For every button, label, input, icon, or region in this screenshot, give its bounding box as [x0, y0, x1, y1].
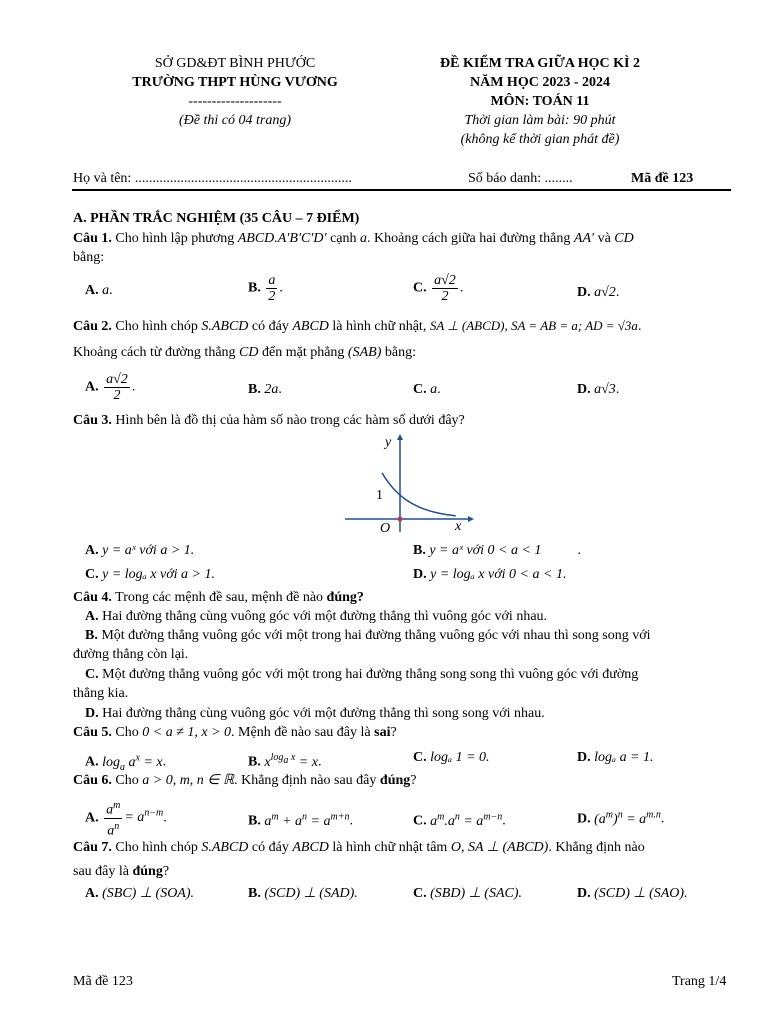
q6-emphasis: đúng: [379, 773, 411, 788]
question-1: [73, 230, 730, 248]
q7-text-e: . Khẳng định nào: [548, 840, 645, 855]
school-name: TRƯỜNG THPT HÙNG VƯƠNG: [132, 75, 338, 90]
q1-label: Câu 1.: [73, 231, 112, 246]
q5-option-b[interactable]: B. $x^{log_a x} = x$.: [248, 752, 322, 770]
q4-b-text: Một đường thẳng vuông góc với một trong hai đường thẳng vuông góc với nhau thì song song với: [97, 628, 651, 643]
exponential-graph: [340, 432, 475, 534]
exam-code: Mã đề 123: [631, 171, 694, 186]
header-divider: --------------------: [188, 94, 282, 109]
q5-d-value: logₐ a = 1.: [594, 750, 654, 765]
q4-option-a[interactable]: [73, 608, 730, 626]
q7-b-label: B.: [248, 886, 261, 901]
q6-c-value: $a^m.a^n = a^{m-n}$: [430, 811, 503, 829]
school-year: NĂM HỌC 2023 - 2024: [470, 75, 610, 90]
q2-math-cd: CD: [239, 345, 259, 360]
q6-option-a[interactable]: A. $\frac{a^m}{a^n}$ = $a^{n-m}$.: [85, 800, 167, 839]
q2-b-value: 2a: [264, 382, 279, 397]
q2-label: Câu 2.: [73, 319, 112, 334]
q7-c-value: (SBD) ⊥ (SAC).: [430, 886, 523, 901]
y-intercept-label: 1: [376, 488, 383, 503]
q7-c-label: C.: [413, 886, 427, 901]
q5-text-c: ?: [390, 725, 397, 740]
q4-text: Trong các mệnh đề sau, mệnh đề nào: [111, 590, 327, 605]
q7-d-value: (SCD) ⊥ (SAO).: [594, 886, 688, 901]
q6-label: Câu 6.: [73, 773, 112, 788]
q5-option-d[interactable]: [577, 749, 654, 767]
q6-text-b: . Khẳng định nào sau đây: [234, 773, 380, 788]
q4-option-b-cont: đường thẳng còn lại.: [73, 647, 189, 662]
q3-d-value: y = logₐ x với 0 < a < 1.: [430, 567, 567, 582]
q1-option-c[interactable]: C. $\frac{a√2}{2}$ .: [413, 273, 464, 304]
q3-option-d[interactable]: [413, 566, 566, 584]
q3-option-a[interactable]: [85, 542, 194, 560]
q5-text-a: Cho: [111, 725, 143, 740]
q6-c-label: C.: [413, 813, 427, 829]
q3-b-value: y = aˣ với 0 < a < 1: [429, 543, 542, 558]
q1-math-cube: ABCD.A′B′C′D′: [237, 231, 327, 246]
q3-d-label: D.: [413, 567, 427, 582]
q6-d-label: D.: [577, 811, 591, 827]
q5-label: Câu 5.: [73, 725, 112, 740]
q3-b-label: B.: [413, 543, 426, 558]
q2-math-s: S.ABCD: [201, 319, 249, 334]
q6-b-label: B.: [248, 813, 261, 829]
q1-b-fraction: $\frac{a}{2}$: [268, 273, 276, 304]
q2-math-abcd: ABCD: [292, 319, 329, 334]
q2-option-b[interactable]: B. 2a.: [248, 382, 282, 397]
q5-a-label: A.: [85, 754, 99, 770]
q2-d-value: a√3: [594, 382, 616, 397]
q7-math-s: S.ABCD: [201, 840, 249, 855]
q2-text-c: là hình chữ nhật,: [328, 319, 430, 334]
q7-a-label: A.: [85, 886, 99, 901]
q1-text-b: cạnh: [326, 231, 361, 246]
q2-option-c[interactable]: C. a.: [413, 382, 441, 397]
q1-d-label: D.: [577, 285, 591, 300]
q7-text-a: Cho hình chóp: [111, 840, 202, 855]
q4-a-text: Hai đường thẳng cùng vuông góc với một đường thẳng thì vuông góc với nhau.: [98, 609, 548, 624]
q4-c-label: C.: [85, 667, 99, 682]
q4-option-c[interactable]: [73, 666, 730, 684]
student-name-field: Họ và tên: ..............................................................: [73, 171, 352, 186]
q5-math-cond: 0 < a ≠ 1, x > 0: [142, 725, 232, 740]
q4-emphasis: đúng?: [326, 590, 364, 605]
origin-label: O: [380, 521, 391, 534]
q3-a-value: y = aˣ với a > 1.: [102, 543, 195, 558]
q2-text-a: Cho hình chóp: [111, 319, 202, 334]
q2-c-label: C.: [413, 382, 427, 397]
q2-c-value: a: [430, 382, 438, 397]
q4-b-label: B.: [85, 628, 98, 643]
q4-a-label: A.: [85, 609, 99, 624]
q2-text-b: có đáy: [248, 319, 293, 334]
q1-line2: bằng:: [73, 250, 105, 265]
header-rule: [72, 189, 731, 191]
footer-page-number: Trang 1/4: [672, 974, 727, 989]
q5-c-label: C.: [413, 750, 427, 765]
q6-option-d[interactable]: D. $(a^m)^n = a^{m.n}$.: [577, 809, 665, 827]
q5-b-label: B.: [248, 754, 261, 770]
question-7: [73, 839, 730, 857]
q2-math-sab: (SAB): [347, 345, 382, 360]
q2-option-d[interactable]: D. a√3.: [577, 382, 620, 397]
q2-line2-a: Khoảng cách từ đường thẳng: [73, 345, 240, 360]
q5-option-c[interactable]: [413, 749, 490, 767]
q4-d-label: D.: [85, 706, 99, 721]
q3-c-value: y = logₐ x với a > 1.: [102, 567, 216, 582]
page-count-note: (Đề thi có 04 trang): [179, 113, 291, 128]
q6-text-c: ?: [410, 773, 417, 788]
q7-text-d: ,: [460, 840, 468, 855]
q7-line2: [73, 863, 730, 881]
q1-text: Cho hình lập phương: [111, 231, 238, 246]
student-id-field: Số báo danh: ........: [468, 171, 573, 186]
q6-a-label: A.: [85, 810, 99, 826]
q7-option-b[interactable]: [248, 885, 358, 903]
section-title: A. PHẦN TRẮC NGHIỆM (35 CÂU – 7 ĐIỂM): [73, 211, 360, 226]
q3-c-label: C.: [85, 567, 99, 582]
q3-label: Câu 3.: [73, 413, 112, 428]
q7-option-d[interactable]: [577, 885, 688, 903]
q5-emphasis: sai: [374, 725, 391, 740]
q1-math-a: a: [360, 231, 368, 246]
question-4: [73, 589, 730, 607]
q4-c-text: Một đường thẳng vuông góc với một trong hai đường thẳng song song thì vuông góc với đường: [98, 667, 639, 682]
q1-text-d: và: [594, 231, 615, 246]
q2-a-label: A.: [85, 379, 99, 395]
question-5: [73, 724, 730, 742]
q7-line2-b: ?: [162, 864, 170, 879]
y-axis-arrow: [397, 434, 403, 440]
q1-math-cd: CD: [614, 231, 634, 246]
q4-option-b[interactable]: [73, 627, 730, 645]
q5-c-value: logₐ 1 = 0.: [430, 750, 490, 765]
q7-math-o: O: [450, 840, 461, 855]
q7-math-sa: SA ⊥ (ABCD): [467, 840, 549, 855]
footer-exam-code: Mã đề 123: [73, 974, 133, 989]
q1-math-aa: AA′: [573, 231, 595, 246]
q3-text: Hình bên là đồ thị của hàm số nào trong các hàm số dưới đây?: [111, 413, 465, 428]
q6-d-value: $(a^m)^n = a^{m.n}$: [594, 809, 661, 827]
q7-option-c[interactable]: [413, 885, 522, 903]
x-axis-arrow: [468, 516, 474, 522]
q6-option-c[interactable]: C. $a^m.a^n = a^{m-n}$.: [413, 811, 506, 829]
exam-header: [400, 54, 680, 149]
q2-line2-c: bằng:: [381, 345, 416, 360]
q6-math-cond: a > 0, m, n ∈ ℝ: [142, 773, 235, 788]
question-6: [73, 772, 730, 790]
q7-text-c: là hình chữ nhật tâm: [328, 840, 451, 855]
exam-title: ĐỀ KIỂM TRA GIỮA HỌC KÌ 2: [440, 56, 640, 71]
department-name: SỞ GD&ĐT BÌNH PHƯỚC: [154, 56, 316, 71]
q1-a-value: a: [102, 283, 110, 298]
duration: Thời gian làm bài: 90 phút: [464, 113, 616, 128]
q6-option-b[interactable]: B. $a^m + a^n = a^{m+n}$.: [248, 811, 353, 829]
q7-emphasis: đúng: [132, 864, 163, 879]
q5-d-label: D.: [577, 750, 591, 765]
q4-option-d[interactable]: [73, 705, 730, 723]
q6-b-value: $a^m + a^n = a^{m+n}$: [264, 811, 350, 829]
q2-line2: [73, 344, 730, 362]
q2-line2-b: đến mặt phẳng: [258, 345, 348, 360]
q1-option-b[interactable]: B. $\frac{a}{2}$ .: [248, 273, 283, 304]
duration-note: (không kể thời gian phát đề): [460, 132, 620, 147]
q1-option-d[interactable]: D. a√2.: [577, 285, 620, 300]
q5-b-value: $x^{log_a x} = x$: [264, 752, 318, 770]
q1-b-label: B.: [248, 280, 261, 296]
q4-label: Câu 4.: [73, 590, 112, 605]
q7-d-label: D.: [577, 886, 591, 901]
question-3: [73, 412, 730, 430]
q6-text-a: Cho: [111, 773, 143, 788]
q7-option-a[interactable]: [85, 885, 194, 903]
q6-a-fraction: $\frac{a^m}{a^n}$: [106, 800, 121, 839]
q5-text-b: . Mệnh đề nào sau đây là: [231, 725, 375, 740]
q7-a-value: (SBC) ⊥ (SOA).: [102, 886, 195, 901]
q5-a-value: $\log_a a^x = x$: [102, 752, 163, 773]
origin-point: [398, 517, 403, 522]
q5-option-a[interactable]: A. $\log_a a^x = x$.: [85, 752, 167, 773]
q2-math-conditions: SA ⊥ (ABCD), SA = AB = a; AD = √3a: [429, 318, 638, 333]
school-header: [95, 54, 375, 130]
q1-d-value: a√2: [594, 285, 616, 300]
q7-text-b: có đáy: [248, 840, 293, 855]
function-curve: [382, 473, 456, 516]
q3-a-label: A.: [85, 543, 99, 558]
q2-a-fraction: $\frac{a√2}{2}$: [106, 372, 128, 403]
q2-option-a[interactable]: A. $\frac{a√2}{2}$ .: [85, 372, 136, 403]
q1-c-label: C.: [413, 280, 427, 296]
q4-option-c-cont: thẳng kia.: [73, 686, 129, 701]
q4-d-text: Hai đường thẳng cùng vuông góc với một đường thẳng thì song song với nhau.: [98, 706, 545, 721]
question-2: Câu 2. Cho hình chóp S.ABCD có đáy ABCD là hình chữ nhật, SA ⊥ (ABCD), SA = AB = a; AD = √3a.: [73, 318, 642, 334]
q2-d-label: D.: [577, 382, 591, 397]
q3-option-c[interactable]: [85, 566, 215, 584]
y-axis-label: y: [385, 435, 392, 450]
subject: MÔN: TOÁN 11: [490, 94, 590, 109]
q3-option-b[interactable]: B. y = aˣ với 0 < a < 1 .: [413, 543, 581, 558]
q1-option-a[interactable]: A. a.: [85, 283, 113, 298]
q2-b-label: B.: [248, 382, 261, 397]
q7-b-value: (SCD) ⊥ (SAD).: [264, 886, 358, 901]
q1-text-c: . Khoảng cách giữa hai đường thẳng: [367, 231, 574, 246]
q1-a-label: A.: [85, 283, 99, 298]
x-axis-label: x: [455, 519, 462, 534]
q1-c-fraction: $\frac{a√2}{2}$: [434, 273, 456, 304]
q7-line2-a: sau đây là: [73, 864, 133, 879]
q7-math-abcd: ABCD: [292, 840, 329, 855]
q7-label: Câu 7.: [73, 840, 112, 855]
